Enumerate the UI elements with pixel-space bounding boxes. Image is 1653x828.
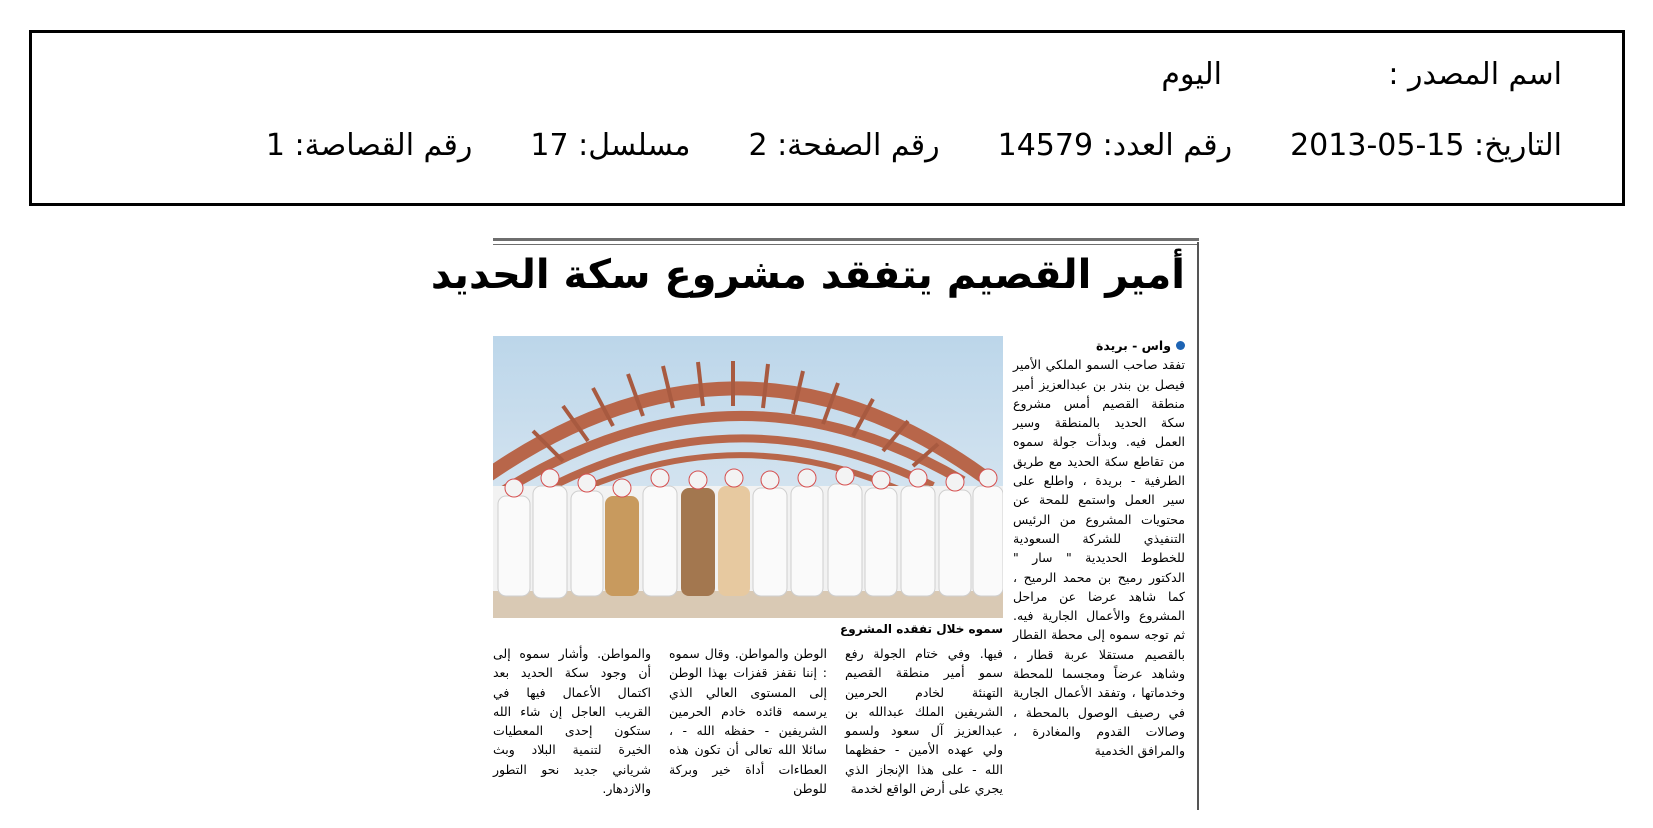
photo-illustration — [493, 336, 1003, 618]
byline — [1013, 336, 1185, 355]
bullet-icon — [1176, 341, 1185, 350]
column-2-text: فيها. وفي ختام الجولة رفع سمو أمير منطقة القصيم التهنئة لخادم الحرمين الشريفين الملك عبدالله بن عبدالعزيز آل سعود ولسمو ولي عهده الأمين - حفظهما الله - على هذا الإنجاز الذي يجري على أرض الواقع لخدمة — [845, 646, 1003, 797]
column-3-text: الوطن والمواطن. وقال سموه : إننا نقفز قفزات بهذا الوطن إلى المستوى العالي الذي يرسمه قائده خادم الحرمين الشريفين - حفظه الله - ، سائلا الله تعالى أن تكون هذه العطاءات أداة خير وبركة للوطن — [669, 646, 827, 797]
issue-number: رقم العدد: 14579 — [997, 128, 1233, 163]
right-rule — [1197, 242, 1199, 810]
page-number: رقم الصفحة: 2 — [748, 128, 940, 163]
article-headline: أمير القصيم يتفقد مشروع سكة الحديد — [430, 252, 1185, 298]
metadata-row — [208, 128, 1562, 163]
column-4-text: والمواطن. وأشار سموه إلى أن وجود سكة الحديد بعد اكتمال الأعمال فيها في القريب العاجل إن شاء الله ستكون إحدى المعطيات الخيرة لتنمية البلاد وبث شرياني جديد نحو التطور والازدهار. — [493, 646, 651, 797]
newspaper-clipping — [430, 238, 1199, 810]
article-column-3 — [669, 644, 827, 798]
article-photo — [493, 336, 1003, 618]
column-1-text: تفقد صاحب السمو الملكي الأمير فيصل بن بندر بن عبدالعزيز أمير منطقة القصيم أمس مشروع سكة الحديد بالمنطقة وسير العمل فيه. وبدأت جولة سموه من تقاطع سكة الحديد مع طريق الطرفية - بريدة ، واطلع على سير العمل واستمع للمحة عن محتويات المشروع من الرئيس التنفيذي للشركة السعودية للخطوط الحديدية " سار " الدكتور رميح بن محمد الرميح ، كما شاهد عرضا عن مراحل المشروع والأعمال الجارية فيه. ثم توجه سموه إلى محطة القطار بالقصيم مستقلا عربة قطار ، وشاهد عرضاً ومجسما للمحطة وخدماتها ، وتفقد الأعمال الجارية في رصيف الوصول بالمحطة ، وصالات القدوم والمغادرة ، والمرافق الخدمية — [1013, 357, 1185, 759]
serial-number: مسلسل: 17 — [530, 128, 691, 163]
article-column-1 — [1013, 336, 1185, 761]
article-column-2 — [845, 644, 1003, 798]
source-info-box — [29, 30, 1625, 206]
photo-caption: سموه خلال تفقده المشروع — [840, 622, 1003, 636]
article-column-4 — [493, 644, 651, 798]
clip-number: رقم القصاصة: 1 — [265, 128, 473, 163]
byline-text: واس - بريدة — [1096, 338, 1171, 353]
date-field: التاريخ: 15-05-2013 — [1290, 128, 1562, 163]
top-rule — [493, 238, 1199, 245]
source-label: اسم المصدر : — [1388, 57, 1562, 92]
source-value: اليوم — [1161, 57, 1222, 92]
